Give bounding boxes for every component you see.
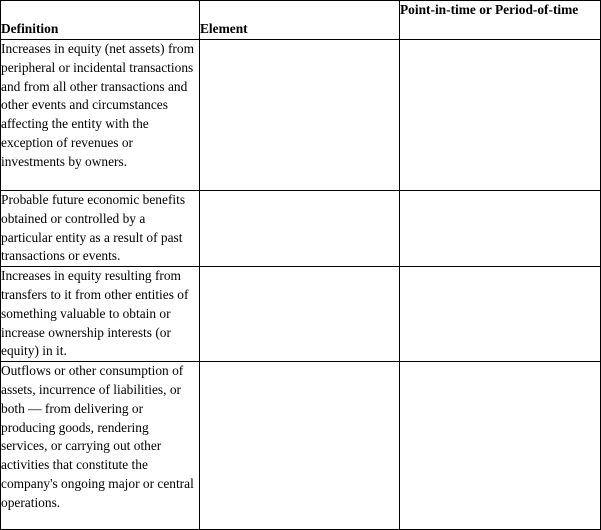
table-row — [1, 191, 601, 267]
header-timing — [400, 1, 601, 40]
table-row — [1, 40, 601, 191]
header-row — [1, 1, 601, 40]
definition-cell — [1, 267, 200, 362]
table-row — [1, 362, 601, 530]
definition-cell — [1, 362, 200, 530]
definition-text: Outflows or other consumption of assets, incurrence of liabilities, or both — from delivering or producing goods, rendering services, or carrying out other activities that constitute the company's ongoing major or central operations. — [1, 363, 194, 510]
timing-cell[interactable] — [400, 267, 601, 362]
timing-cell[interactable] — [400, 191, 601, 267]
header-definition-label: Definition — [1, 21, 59, 37]
definition-text: Increases in equity resulting from transfers to it from other entities of something valuable to obtain or increase ownership interests (or equity) in it. — [1, 268, 189, 359]
header-definition — [1, 1, 200, 40]
timing-cell[interactable] — [400, 40, 601, 191]
header-element — [200, 1, 400, 40]
table-row — [1, 267, 601, 362]
element-cell[interactable] — [200, 362, 400, 530]
definition-cell — [1, 191, 200, 267]
element-cell[interactable] — [200, 40, 400, 191]
header-element-label: Element — [200, 21, 248, 37]
definition-text: Increases in equity (net assets) from peripheral or incidental transactions and from all other transactions and other events and circumstances affecting the entity with the exception of revenues or investments by owners. — [1, 41, 194, 169]
header-timing-label: Point-in-time or Period-of-time — [400, 2, 579, 17]
definition-text: Probable future economic benefits obtained or controlled by a particular entity as a result of past transactions or events. — [1, 192, 186, 264]
element-cell[interactable] — [200, 267, 400, 362]
element-cell[interactable] — [200, 191, 400, 267]
timing-cell[interactable] — [400, 362, 601, 530]
definition-cell — [1, 40, 200, 191]
